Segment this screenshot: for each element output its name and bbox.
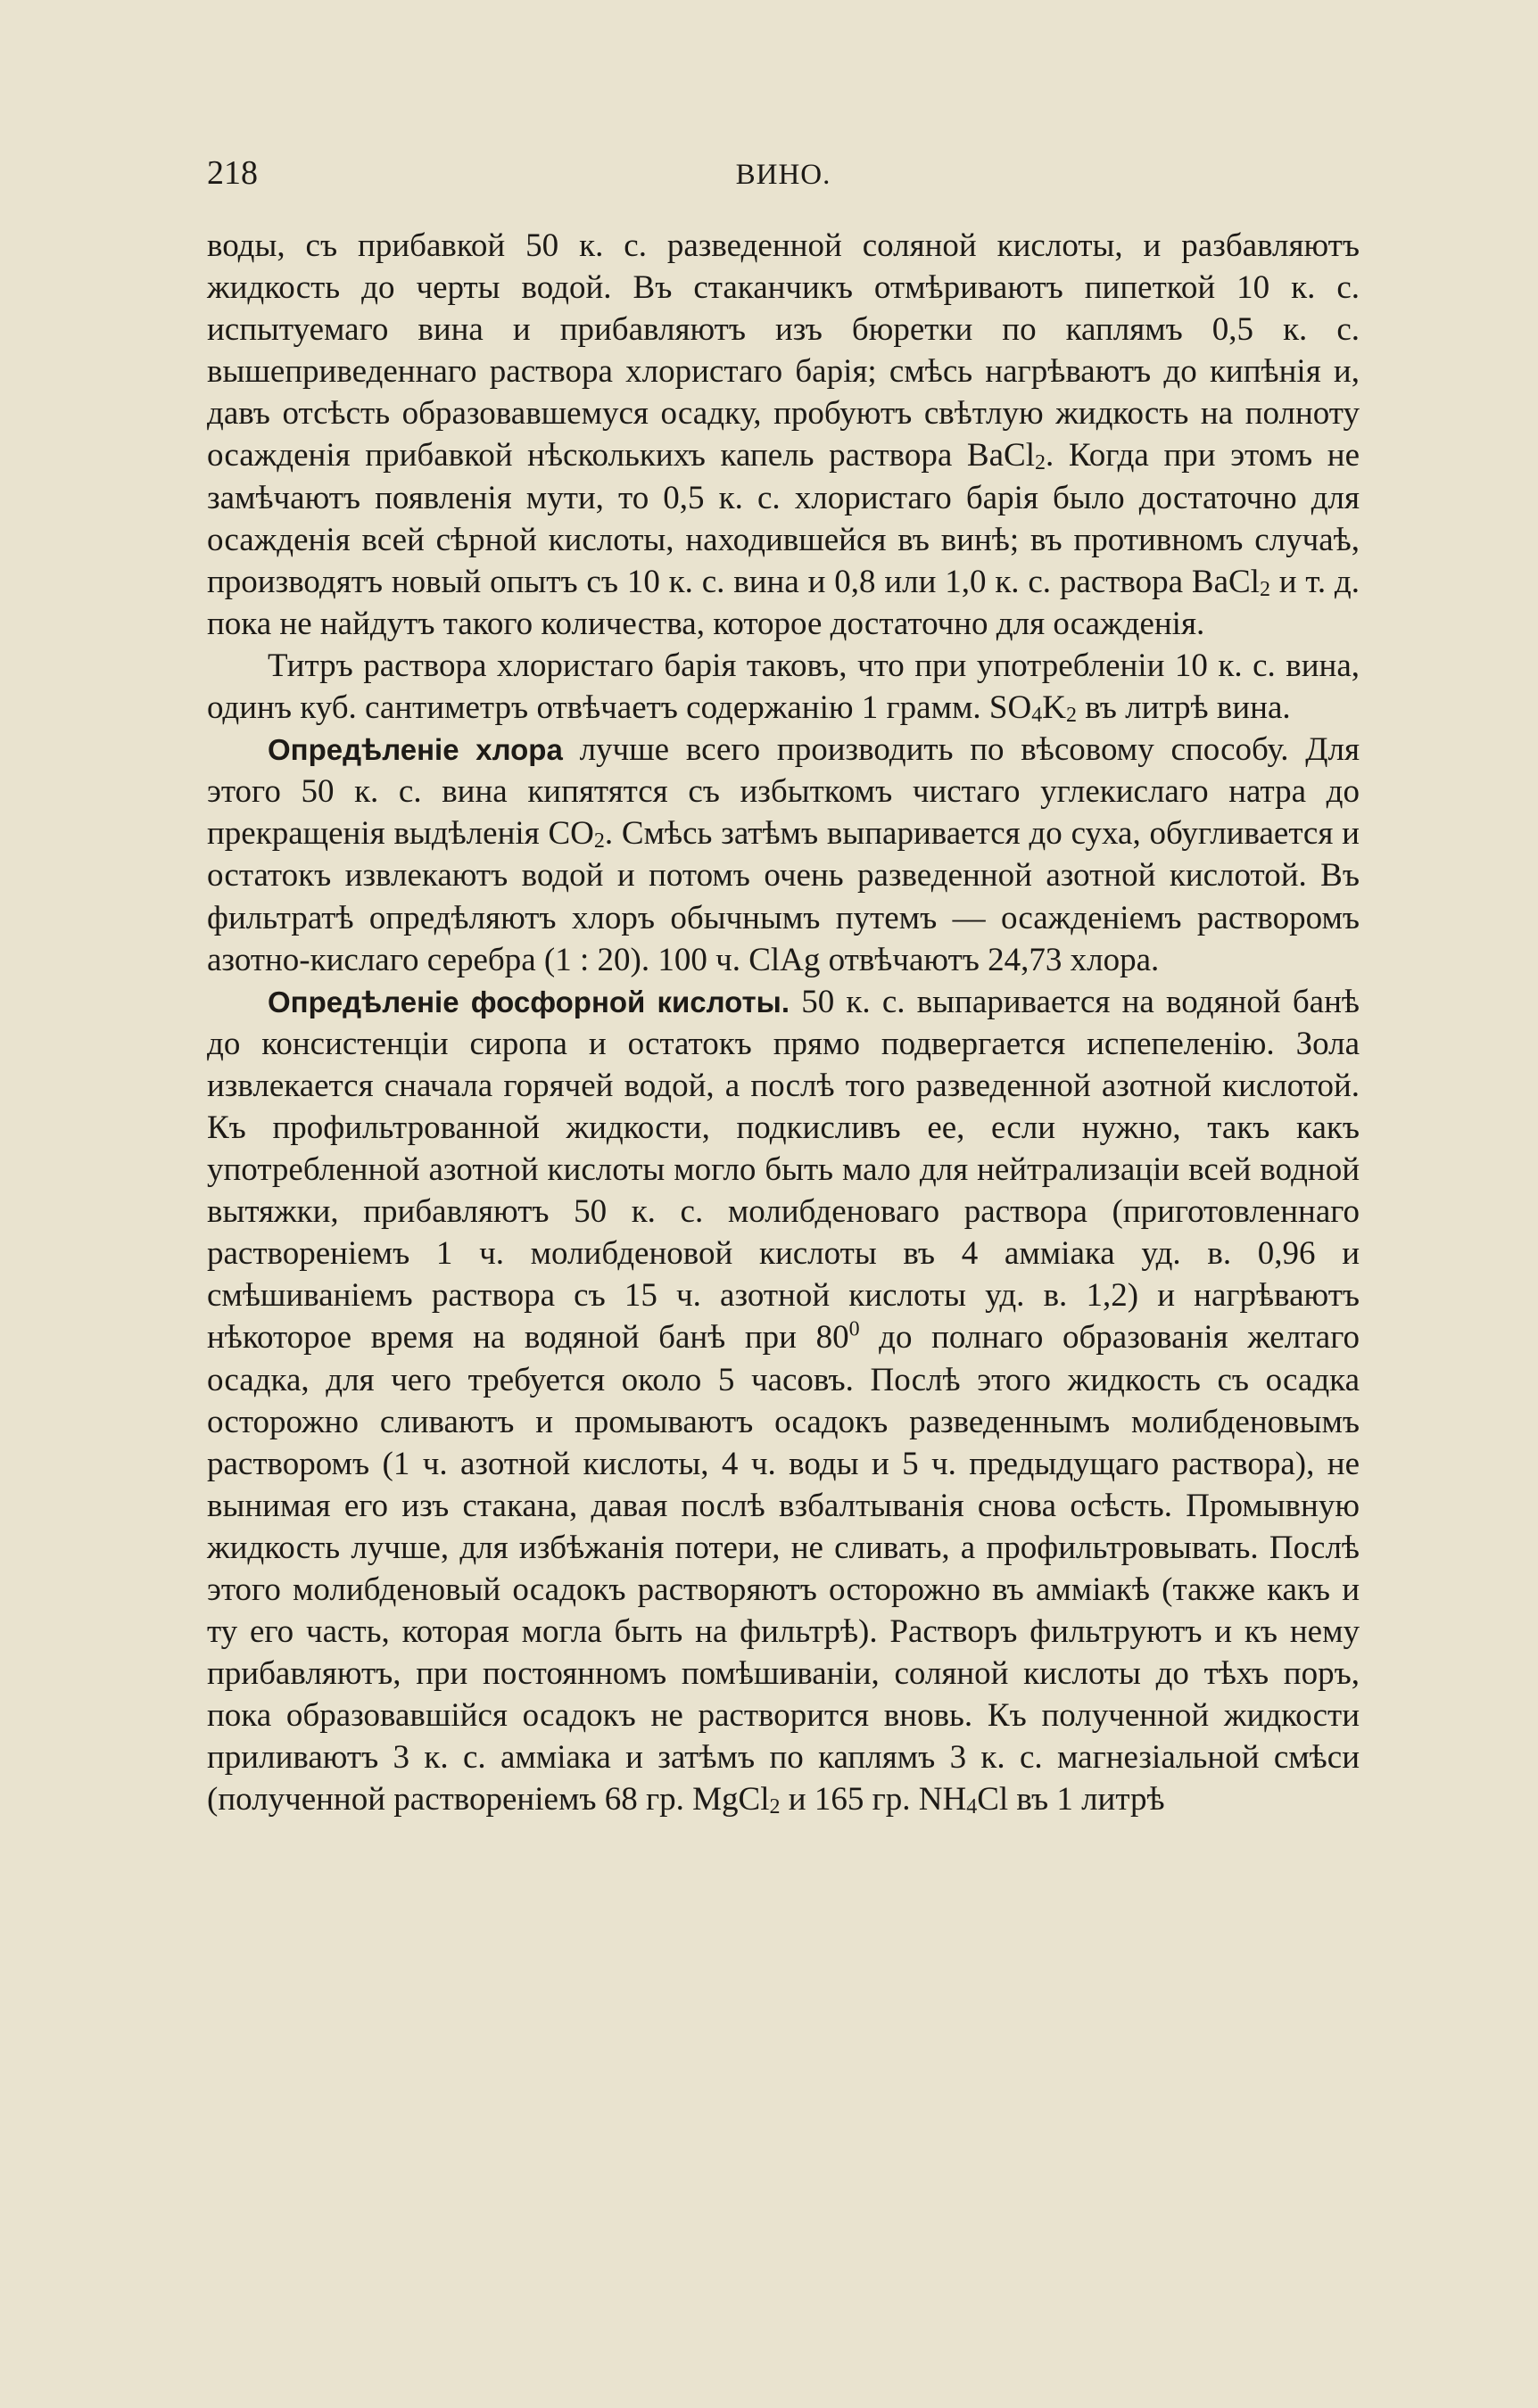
body-text xyxy=(207,225,1360,1821)
paragraph-3 xyxy=(207,729,1360,981)
page-header xyxy=(207,153,1360,207)
running-title: ВИНО. xyxy=(735,159,831,191)
text-run: и т. д. пока не найдутъ такого количества, которое достаточно для осажденія. xyxy=(207,563,1360,642)
text-run: лучше всего производить по вѣсовому способу. Для этого 50 к. с. вина кипятятся съ избыткомъ чистаго углекислаго натра до прекращенія выдѣленія CO xyxy=(207,731,1360,853)
text-run: въ литрѣ вина. xyxy=(1076,689,1291,727)
subscript: 2 xyxy=(1065,704,1077,728)
subscript: 2 xyxy=(1259,577,1270,601)
text-run: Cl въ 1 литрѣ xyxy=(977,1781,1165,1818)
paragraph-1 xyxy=(207,225,1360,645)
paragraph-4 xyxy=(207,981,1360,1821)
text-run: . Когда при этомъ не замѣчаютъ появленія мути, то 0,5 к. с. хлористаго барія было достаточно для осажденія всей сѣрной кислоты, находившейся въ винѣ; въ противномъ случаѣ, производятъ новый опытъ съ 10 к. с. вина и 0,8 или 1,0 к. с. раствора BaCl xyxy=(207,437,1360,600)
subscript: 2 xyxy=(769,1795,781,1819)
subscript: 4 xyxy=(1031,704,1043,728)
text-run: Титръ раствора хлористаго барія таковъ, что при употребленіи 10 к. с. вина, одинъ куб. сантиметръ отвѣчаетъ содержанію 1 грамм. SO xyxy=(207,647,1360,727)
section-heading-chlorine: Опредѣленіе хлора xyxy=(268,733,563,767)
section-heading-phosphoric-acid: Опредѣленіе фосфорной кислоты. xyxy=(268,985,790,1018)
subscript: 4 xyxy=(966,1795,978,1819)
paragraph-2 xyxy=(207,645,1360,729)
text-run: воды, съ прибавкой 50 к. с. разведенной соляной кислоты, и разбавляютъ жидкость до черты водой. Въ стаканчикъ отмѣриваютъ пипеткой 10 к. с. испытуемаго вина и прибавляютъ изъ бюретки по каплямъ 0,5 к. с. вышеприведеннаго раствора хлористаго барія; смѣсь нагрѣваютъ до кипѣнія и, давъ отсѣсть образовавшемуся осадку, пробуютъ свѣтлую жидкость на полноту осажденія прибавкой нѣсколькихъ капель раствора BaCl xyxy=(207,227,1360,474)
text-run: и 165 гр. NH xyxy=(780,1781,967,1818)
subscript: 2 xyxy=(593,829,605,854)
page-number: 218 xyxy=(207,154,258,192)
text-run: . Смѣсь затѣмъ выпаривается до суха, обугливается и остатокъ извлекаютъ водой и потомъ очень разведенной азотной кислотой. Въ фильтратѣ опредѣляютъ хлоръ обычнымъ путемъ — осажденіемъ растворомъ азотно-кислаго серебра (1 : 20). 100 ч. ClAg отвѣчаютъ 24,73 хлора. xyxy=(207,815,1360,978)
text-run: до полнаго образованія желтаго осадка, для чего требуется около 5 часовъ. Послѣ этого жидкость съ осадка осторожно сливаютъ и промываютъ осадокъ разведеннымъ молибденовымъ растворомъ (1 ч. азотной кислоты, 4 ч. воды и 5 ч. предыдущаго раствора), не вынимая его изъ стакана, давая послѣ взбалтыванія снова осѣсть. Промывную жидкость лучше, для избѣжанія потери, не сливать, а профильтровывать. Послѣ этого молибденовый осадокъ растворяютъ осторожно въ амміакѣ (также какъ и ту его часть, которая могла быть на фильтрѣ). Растворъ фильтруютъ и къ нему прибавляютъ, при постоянномъ помѣшиваніи, соляной кислоты до тѣхъ поръ, пока образовавшійся осадокъ не растворится вновь. Къ полученной жидкости приливаютъ 3 к. с. амміака и затѣмъ по каплямъ 3 к. с. магнезіальной смѣси (полученной раствореніемъ 68 гр. MgCl xyxy=(207,1319,1360,1818)
subscript: 2 xyxy=(1035,451,1046,475)
text-run: 50 к. с. выпаривается на водяной банѣ до консистенціи сиропа и остатокъ прямо подвергается испепеленію. Зола извлекается сначала горячей водой, а послѣ того разведенной азотной кислотой. Къ профильтрованной жидкости, подкисливъ ее, если нужно, такъ какъ употребленной азотной кислоты могло быть мало для нейтрализаціи всей водной вытяжки, прибавляютъ 50 к. с. молибденоваго раствора (приготовленнаго раствореніемъ 1 ч. молибденовой кислоты въ 4 амміака уд. в. 0,96 и смѣшиваніемъ раствора съ 15 ч. азотной кислоты уд. в. 1,2) и нагрѣваютъ нѣкоторое время на водяной банѣ при 80 xyxy=(207,983,1360,1357)
superscript: 0 xyxy=(848,1318,860,1342)
text-run: K xyxy=(1042,689,1066,727)
